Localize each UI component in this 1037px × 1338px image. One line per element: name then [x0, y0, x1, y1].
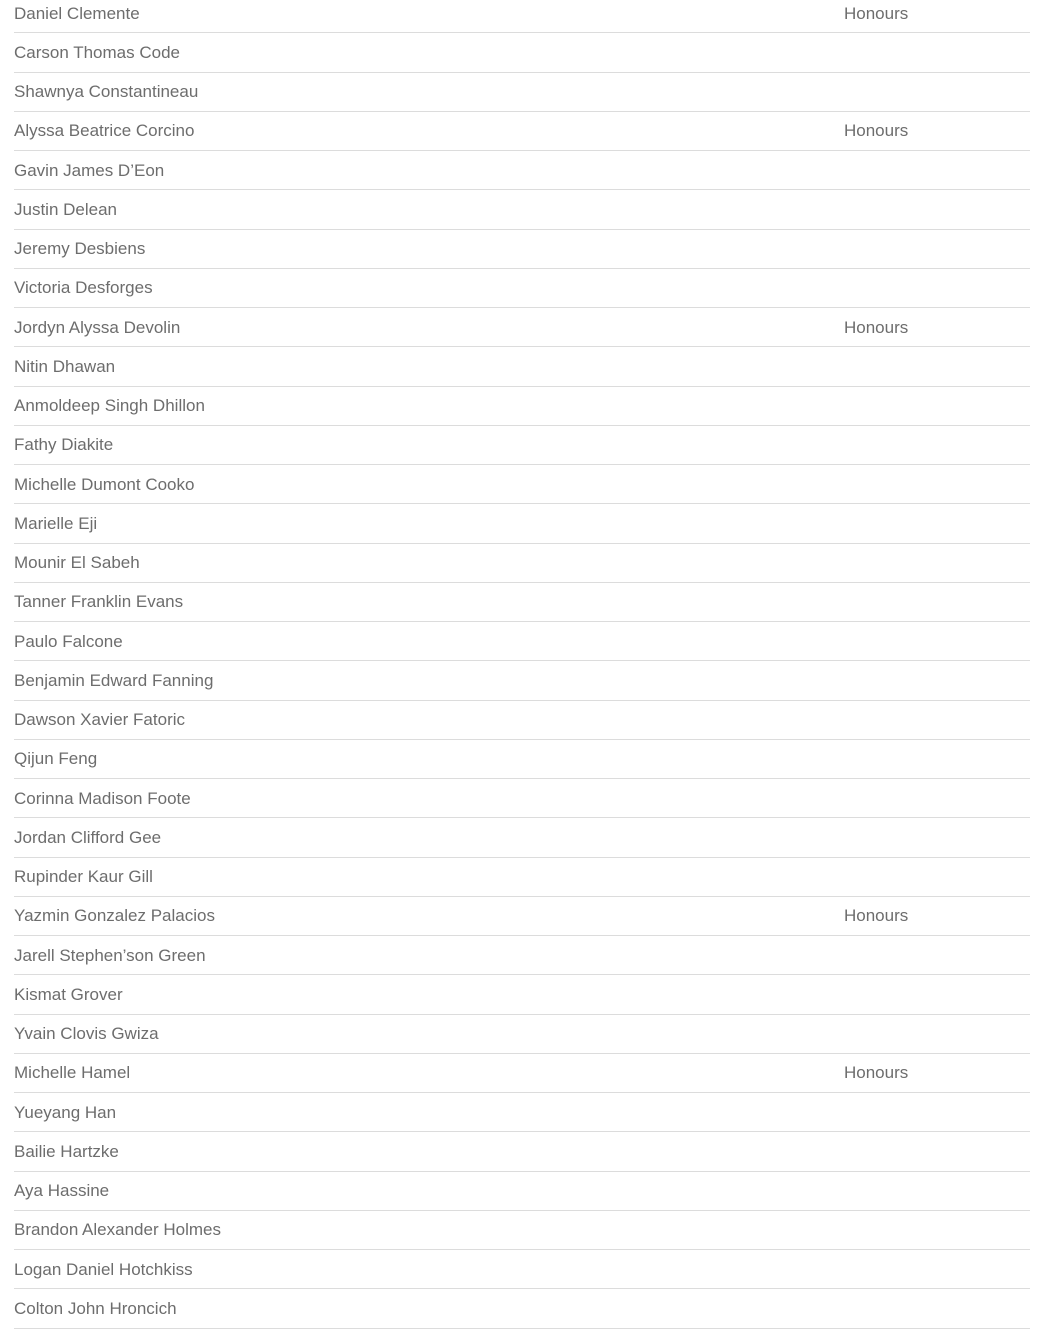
graduate-name: Alyssa Beatrice Corcino — [14, 121, 195, 141]
graduate-name: Anmoldeep Singh Dhillon — [14, 396, 205, 416]
table-row — [14, 33, 1030, 72]
graduate-name: Michelle Dumont Cooko — [14, 474, 195, 494]
graduate-name: Colton John Hroncich — [14, 1298, 177, 1318]
table-row — [14, 740, 1030, 779]
table-row — [14, 622, 1030, 661]
table-row — [14, 858, 1030, 897]
graduate-name: Aya Hassine — [14, 1181, 110, 1201]
graduate-name: Qijun Feng — [14, 749, 98, 769]
graduate-name: Gavin James D’Eon — [14, 160, 165, 180]
table-row — [14, 387, 1030, 426]
graduate-name: Carson Thomas Code — [14, 42, 180, 62]
graduate-name: Yvain Clovis Gwiza — [14, 1024, 159, 1044]
table-row — [14, 504, 1030, 543]
graduate-name: Corinna Madison Foote — [14, 788, 191, 808]
table-row — [14, 1211, 1030, 1250]
distinction-label: Honours — [844, 906, 909, 926]
graduate-list — [14, 0, 1030, 1329]
table-row — [14, 1250, 1030, 1289]
graduate-name: Michelle Hamel — [14, 1063, 131, 1083]
table-row — [14, 190, 1030, 229]
table-row — [14, 1289, 1030, 1328]
table-row — [14, 112, 1030, 151]
graduate-name: Marielle Eji — [14, 513, 98, 533]
graduate-name: Jordan Clifford Gee — [14, 827, 162, 847]
graduate-name: Justin Delean — [14, 199, 118, 219]
graduate-name: Victoria Desforges — [14, 278, 153, 298]
graduate-name: Bailie Hartzke — [14, 1141, 119, 1161]
table-row — [14, 1132, 1030, 1171]
table-row — [14, 269, 1030, 308]
table-row — [14, 701, 1030, 740]
graduate-name: Kismat Grover — [14, 984, 123, 1004]
graduate-name: Jordyn Alyssa Devolin — [14, 317, 181, 337]
graduate-name: Paulo Falcone — [14, 631, 123, 651]
graduate-name: Shawnya Constantineau — [14, 82, 199, 102]
table-row — [14, 818, 1030, 857]
table-row — [14, 426, 1030, 465]
table-row — [14, 73, 1030, 112]
table-row — [14, 661, 1030, 700]
table-row — [14, 1015, 1030, 1054]
graduate-name: Dawson Xavier Fatoric — [14, 710, 186, 730]
table-row — [14, 936, 1030, 975]
graduate-name: Logan Daniel Hotchkiss — [14, 1259, 193, 1279]
graduate-name: Tanner Franklin Evans — [14, 592, 184, 612]
graduate-name: Mounir El Sabeh — [14, 553, 140, 573]
table-row — [14, 897, 1030, 936]
table-row — [14, 975, 1030, 1014]
graduate-name: Jeremy Desbiens — [14, 239, 146, 259]
table-row — [14, 1093, 1030, 1132]
table-row — [14, 0, 1030, 33]
table-row — [14, 583, 1030, 622]
graduate-name: Daniel Clemente — [14, 3, 140, 23]
distinction-label: Honours — [844, 3, 909, 23]
graduate-name: Yazmin Gonzalez Palacios — [14, 906, 215, 926]
table-row — [14, 1054, 1030, 1093]
table-row — [14, 465, 1030, 504]
table-row — [14, 151, 1030, 190]
graduate-name: Yueyang Han — [14, 1102, 117, 1122]
graduate-name: Nitin Dhawan — [14, 356, 116, 376]
distinction-label: Honours — [844, 317, 909, 337]
graduate-name: Jarell Stephen’son Green — [14, 945, 206, 965]
table-row — [14, 308, 1030, 347]
table-row — [14, 779, 1030, 818]
graduate-name: Brandon Alexander Holmes — [14, 1220, 221, 1240]
table-row — [14, 347, 1030, 386]
table-row — [14, 544, 1030, 583]
graduate-name: Fathy Diakite — [14, 435, 114, 455]
graduate-name: Rupinder Kaur Gill — [14, 867, 153, 887]
graduate-name: Benjamin Edward Fanning — [14, 670, 214, 690]
table-row — [14, 1172, 1030, 1211]
distinction-label: Honours — [844, 1063, 909, 1083]
distinction-label: Honours — [844, 121, 909, 141]
table-row — [14, 230, 1030, 269]
